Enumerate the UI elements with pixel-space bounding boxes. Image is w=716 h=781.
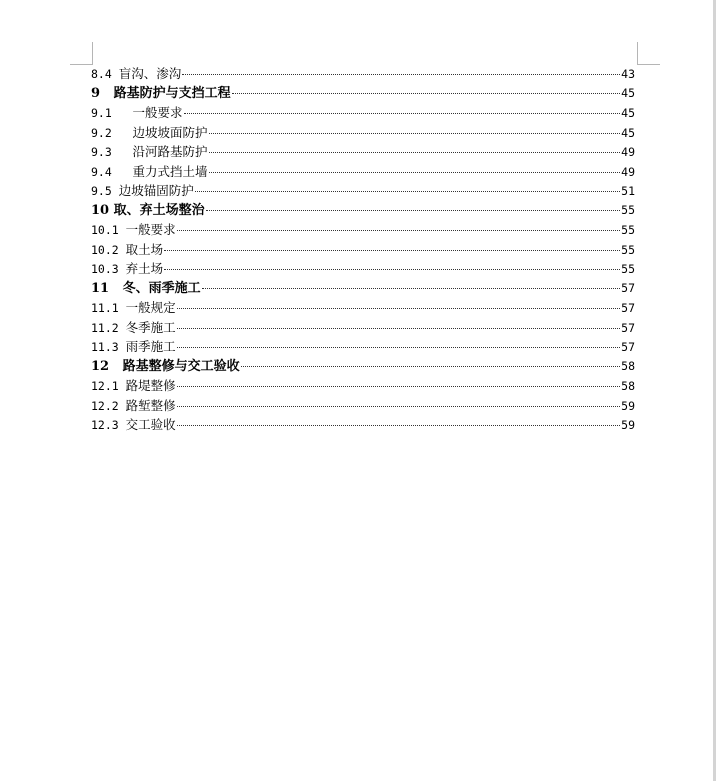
toc-dot-leader <box>164 269 620 270</box>
toc-dot-leader <box>232 93 621 94</box>
toc-dot-leader <box>177 328 621 329</box>
toc-entry[interactable] <box>91 162 635 182</box>
toc-entry-page-number: 59 <box>621 418 635 432</box>
toc-entry-title: 冬、雨季施工 <box>122 280 201 296</box>
toc-entry[interactable] <box>91 220 635 240</box>
toc-entry-title: 路基整修与交工验收 <box>122 358 240 374</box>
toc-dot-leader <box>241 366 620 367</box>
toc-entry-page-number: 55 <box>621 223 635 237</box>
toc-entry-title: 盲沟、渗沟 <box>118 66 182 81</box>
toc-dot-leader <box>184 113 621 114</box>
toc-dot-leader <box>177 230 621 231</box>
toc-dot-leader <box>209 172 621 173</box>
toc-entry-page-number: 43 <box>621 67 635 81</box>
toc-entry-number: 9.1 <box>91 106 133 120</box>
toc-entry-number: 9.2 <box>91 125 133 140</box>
toc-entry-page-number: 49 <box>621 164 635 179</box>
toc-entry-number: 9.5 <box>91 184 119 198</box>
toc-dot-leader <box>209 152 621 153</box>
toc-entry-number: 12.1 <box>91 379 126 393</box>
toc-dot-leader <box>182 74 620 75</box>
toc-entry-page-number: 51 <box>621 184 635 198</box>
toc-entry[interactable] <box>91 240 635 260</box>
toc-entry-page-number: 49 <box>621 145 635 159</box>
toc-entry-number: 8.4 <box>91 67 119 81</box>
toc-entry-title: 取土场 <box>125 241 164 257</box>
toc-entry[interactable] <box>91 142 635 162</box>
toc-entry-title: 取、弃土场整治 <box>113 202 205 218</box>
toc-dot-leader <box>209 133 621 134</box>
toc-entry-number: 10 <box>91 202 114 218</box>
toc-entry[interactable] <box>91 64 635 84</box>
toc-entry-page-number: 45 <box>621 85 635 100</box>
toc-entry-number: 12.3 <box>91 418 126 432</box>
toc-entry-page-number: 55 <box>621 262 635 276</box>
toc-entry-title: 弃土场 <box>125 261 164 276</box>
toc-entry[interactable] <box>91 103 635 123</box>
toc-entry[interactable] <box>91 298 635 318</box>
toc-entry-number: 10.1 <box>91 223 126 237</box>
toc-entry-title: 边坡坡面防护 <box>132 124 208 140</box>
toc-entry-page-number: 57 <box>621 340 635 354</box>
toc-entry-number: 10.3 <box>91 262 126 276</box>
toc-heading-entry[interactable] <box>91 357 635 377</box>
toc-entry[interactable] <box>91 123 635 143</box>
toc-entry[interactable] <box>91 415 635 435</box>
toc-entry-number: 9.3 <box>91 145 133 159</box>
toc-dot-leader <box>177 347 621 348</box>
toc-entry[interactable] <box>91 337 635 357</box>
toc-entry-number: 11.3 <box>91 340 126 354</box>
toc-entry[interactable] <box>91 396 635 416</box>
toc-entry-title: 交工验收 <box>125 417 176 432</box>
toc-entry-title: 一般要求 <box>132 105 183 120</box>
toc-entry-title: 边坡锚固防护 <box>118 183 194 198</box>
toc-entry-number: 9.4 <box>91 164 133 179</box>
table-of-contents <box>91 64 635 435</box>
toc-entry-title: 重力式挡土墙 <box>132 163 208 179</box>
toc-dot-leader <box>177 308 621 309</box>
toc-entry-number: 12 <box>91 358 123 374</box>
toc-entry[interactable] <box>91 318 635 338</box>
toc-heading-entry[interactable] <box>91 279 635 299</box>
toc-entry[interactable] <box>91 259 635 279</box>
toc-entry-title: 沿河路基防护 <box>132 144 208 159</box>
toc-entry-number: 10.2 <box>91 242 126 257</box>
toc-entry-page-number: 55 <box>621 242 635 257</box>
toc-entry-title: 路基防护与支挡工程 <box>113 85 231 101</box>
toc-entry[interactable] <box>91 376 635 396</box>
toc-entry-page-number: 55 <box>621 202 635 217</box>
toc-dot-leader <box>177 406 621 407</box>
margin-corner-top-left <box>70 42 93 65</box>
margin-corner-top-right <box>637 42 660 65</box>
toc-dot-leader <box>206 210 621 211</box>
toc-entry[interactable] <box>91 181 635 201</box>
toc-entry-page-number: 57 <box>621 280 635 295</box>
toc-entry-page-number: 57 <box>621 301 635 315</box>
toc-entry-title: 雨季施工 <box>125 339 176 354</box>
toc-entry-number: 11.2 <box>91 320 126 335</box>
toc-entry-number: 11.1 <box>91 301 126 315</box>
toc-entry-page-number: 58 <box>621 379 635 393</box>
toc-entry-number: 9 <box>91 85 114 101</box>
toc-entry-title: 路堑整修 <box>125 397 176 413</box>
toc-dot-leader <box>177 386 621 387</box>
toc-entry-page-number: 59 <box>621 398 635 413</box>
toc-entry-page-number: 45 <box>621 106 635 120</box>
toc-dot-leader <box>202 288 620 289</box>
toc-entry-title: 路堤整修 <box>125 378 176 393</box>
toc-entry-title: 一般规定 <box>125 300 176 315</box>
toc-heading-entry[interactable] <box>91 84 635 104</box>
toc-entry-page-number: 57 <box>621 320 635 335</box>
toc-entry-number: 12.2 <box>91 398 126 413</box>
toc-entry-page-number: 58 <box>621 358 635 373</box>
toc-entry-title: 冬季施工 <box>125 319 176 335</box>
toc-heading-entry[interactable] <box>91 201 635 221</box>
toc-dot-leader <box>177 425 621 426</box>
toc-entry-page-number: 45 <box>621 125 635 140</box>
toc-entry-title: 一般要求 <box>125 222 176 237</box>
toc-dot-leader <box>195 191 620 192</box>
toc-entry-number: 11 <box>91 280 123 296</box>
toc-dot-leader <box>164 250 620 251</box>
